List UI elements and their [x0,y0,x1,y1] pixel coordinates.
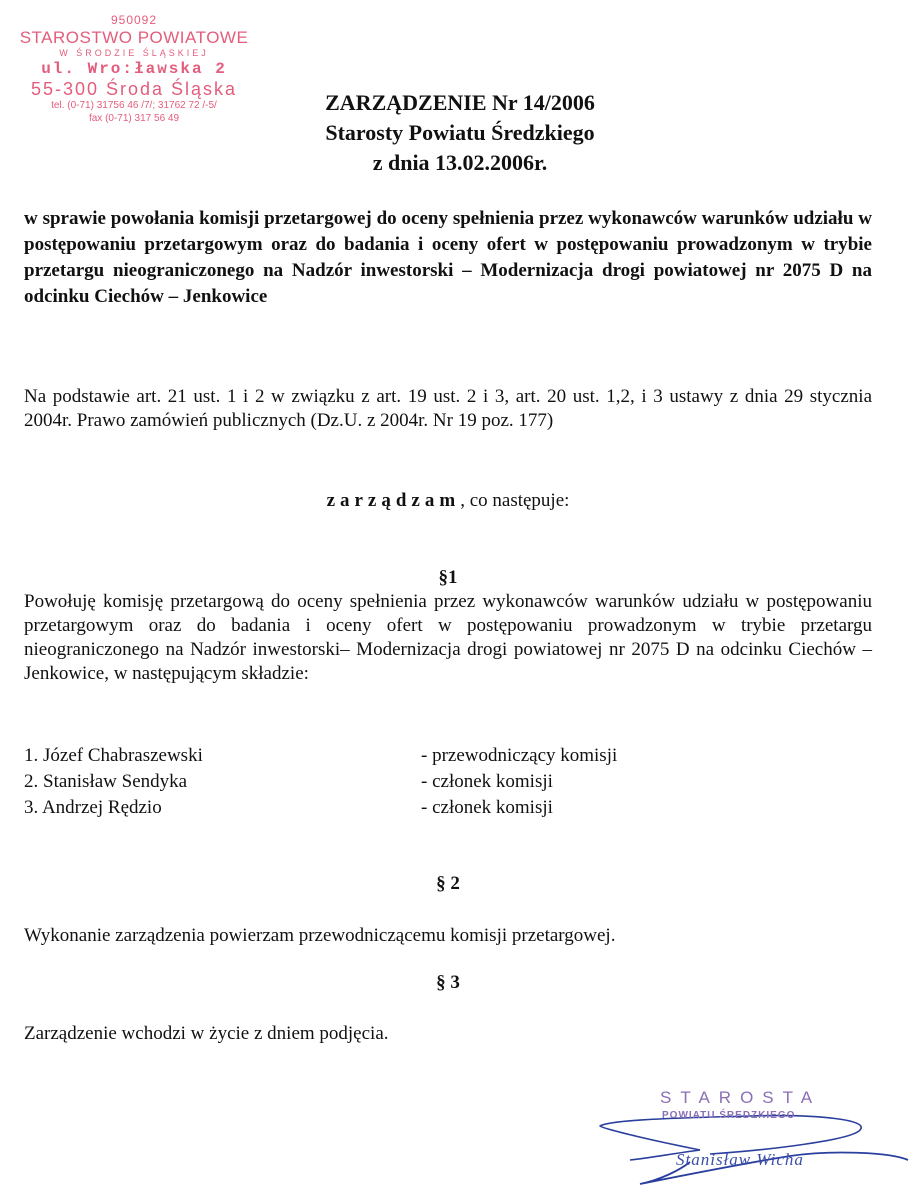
section-1-text: Powołuję komisję przetargową do oceny spełnienia przez wykonawców warunków udziału w postępowaniu przetargowym oraz do badania i oceny ofert w postępowaniu prowadzonym w trybie przetargu nieograniczonego na Nadzór inwestorski– Modernizacja drogi powiatowej nr 2075 D na odcinku Ciechów – Jenkowice, w następującym składzie: [24,591,872,684]
document-subject: w sprawie powołania komisji przetargowej do oceny spełnienia przez wykonawców warunków udziału w postępowaniu przetargowym oraz do badania i oceny ofert w postępowaniu prowadzonym w trybie przetargu nieograniczonego na Nadzór inwestorski – Modernizacja drogi powiatowej nr 2075 D na odcinku Ciechów – Jenkowice [24,208,872,307]
document-heading [250,88,670,178]
list-item [24,743,872,769]
member-name: 2. Stanisław Sendyka [24,771,188,792]
member-role: - przewodniczący komisji [421,745,618,766]
decree-line [24,490,872,512]
signature-subtitle: POWIATU ŚREDZKIEGO [662,1110,796,1121]
committee-members-list [24,743,872,821]
stamp-line-number: 950092 [110,13,158,27]
member-name: 3. Andrzej Rędzio [24,797,162,818]
decree-rest: , co następuje: [460,490,570,511]
signature-title: STAROSTA [660,1088,822,1107]
office-stamp [0,14,268,124]
section-2-text: Wykonanie zarządzenia powierzam przewodniczącemu komisji przetargowej. [24,925,616,946]
list-item [24,769,872,795]
stamp-line-street: ul. Wro:ławska 2 [41,60,227,78]
member-name: 1. Józef Chabraszewski [24,745,203,766]
stamp-line-postcode: 55-300 Środa Śląska [30,79,238,99]
section-3-text: Zarządzenie wchodzi w życie z dniem podjęcia. [24,1023,389,1044]
member-role: - członek komisji [421,771,553,792]
section-1-mark: §1 [438,567,458,588]
document-date: z dnia 13.02.2006r. [372,150,548,175]
legal-basis: Na podstawie art. 21 ust. 1 i 2 w związku z art. 19 ust. 2 i 3, art. 20 ust. 1,2, i 3 ustawy z dnia 29 stycznia 2004r. Prawo zamówień publicznych (Dz.U. z 2004r. Nr 19 poz. 177) [24,386,872,431]
section-2-mark: § 2 [436,873,460,894]
list-item [24,795,872,821]
stamp-line-phone: tel. (0-71) 31756 46 /7/; 31762 72 /-5/ [51,100,217,111]
stamp-line-fax: fax (0-71) 317 56 49 [88,113,180,124]
document-title: ZARZĄDZENIE Nr 14/2006 [325,90,595,115]
decree-word: zarządzam [326,490,461,511]
stamp-line-office: STAROSTWO POWIATOWE [19,28,249,47]
section-3-mark: § 3 [436,972,460,993]
signature-name: Stanisław Wicha [676,1150,804,1169]
signature-stamp [590,1080,890,1190]
document-issuer: Starosty Powiatu Średzkiego [325,120,595,145]
stamp-line-town: W ŚRODZIE ŚLĄSKIEJ [59,48,209,58]
member-role: - członek komisji [421,797,553,818]
